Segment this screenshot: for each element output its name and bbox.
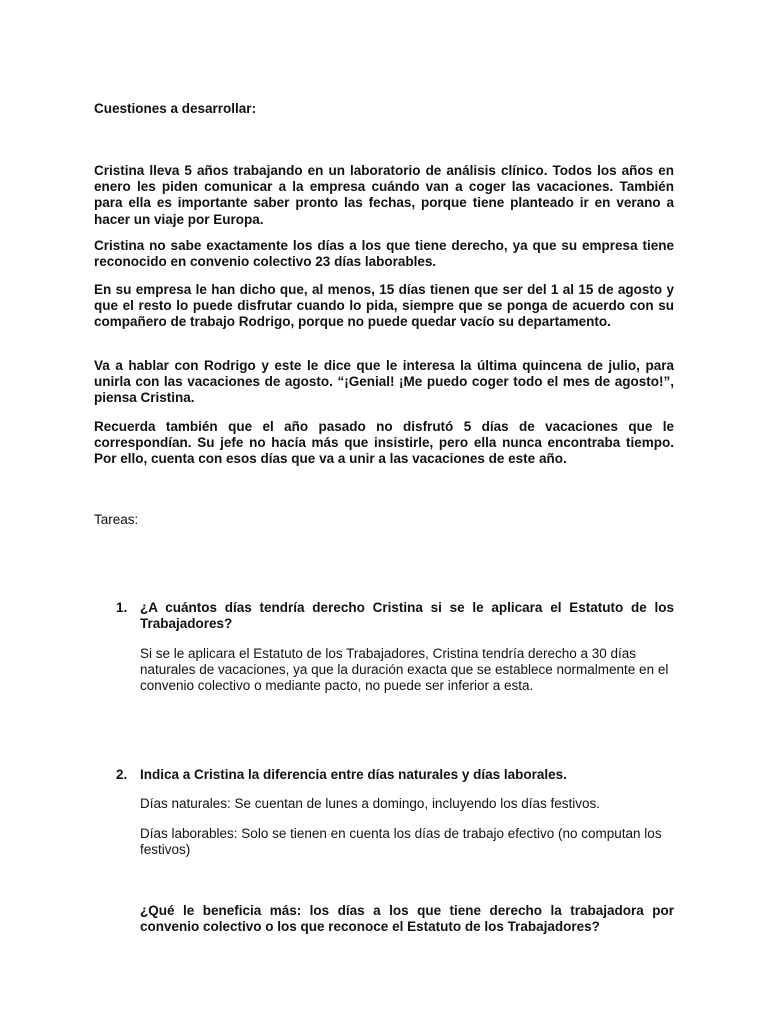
question-2-answer-natural-days: Días naturales: Se cuentan de lunes a domingo, incluyendo los días festivos.	[140, 796, 601, 811]
question-2-answer-working-days: Días laborables: Solo se tienen en cuenta los días de trabajo efectivo (no computan los festivos)	[140, 826, 662, 858]
question-2-text: Indica a Cristina la diferencia entre días naturales y días laborales.	[140, 767, 567, 782]
scenario-paragraph-2: Cristina no sabe exactamente los días a los que tiene derecho, ya que su empresa tiene reconocido en convenio colectivo 23 días laborables.	[94, 238, 674, 270]
question-1-answer: Si se le aplicara el Estatuto de los Trabajadores, Cristina tendría derecho a 30 días naturales de vacaciones, ya que la duración exacta que se establece normalmente en el convenio colectivo o mediante pacto, no puede ser inferior a esta.	[140, 646, 669, 694]
question-2-number: 2.	[116, 767, 128, 782]
section-heading: Cuestiones a desarrollar:	[94, 101, 257, 116]
scenario-paragraph-1: Cristina lleva 5 años trabajando en un laboratorio de análisis clínico. Todos los años en enero les piden comunicar a la empresa cuándo van a coger las vacaciones. También para ella es importante saber pronto las fechas, porque tiene planteado ir en verano a hacer un viaje por Europa.	[94, 163, 674, 227]
scenario-paragraph-4: Va a hablar con Rodrigo y este le dice que le interesa la última quincena de julio, para unirla con las vacaciones de agosto. “¡Genial! ¡Me puedo coger todo el mes de agosto!”, piensa Cristina.	[94, 358, 674, 406]
scenario-paragraph-5: Recuerda también que el año pasado no disfrutó 5 días de vacaciones que le correspondían. Su jefe no hacía más que insistirle, pero ella nunca encontraba tiempo. Por ello, cuenta con esos días que va a unir a las vacaciones de este año.	[94, 419, 674, 467]
question-1-number: 1.	[116, 600, 128, 615]
scenario-paragraph-3: En su empresa le han dicho que, al menos, 15 días tienen que ser del 1 al 15 de agosto y que el resto lo puede disfrutar cuando lo pida, siempre que se ponga de acuerdo con su compañero de trabajo Rodrigo, porque no puede quedar vacío su departamento.	[94, 282, 674, 330]
question-1-text: ¿A cuántos días tendría derecho Cristina si se le aplicara el Estatuto de los Trabajadores?	[140, 600, 674, 632]
tasks-label: Tareas:	[94, 512, 139, 527]
question-2-follow-up: ¿Qué le beneficia más: los días a los que tiene derecho la trabajadora por convenio colectivo o los que reconoce el Estatuto de los Trabajadores?	[140, 903, 674, 935]
